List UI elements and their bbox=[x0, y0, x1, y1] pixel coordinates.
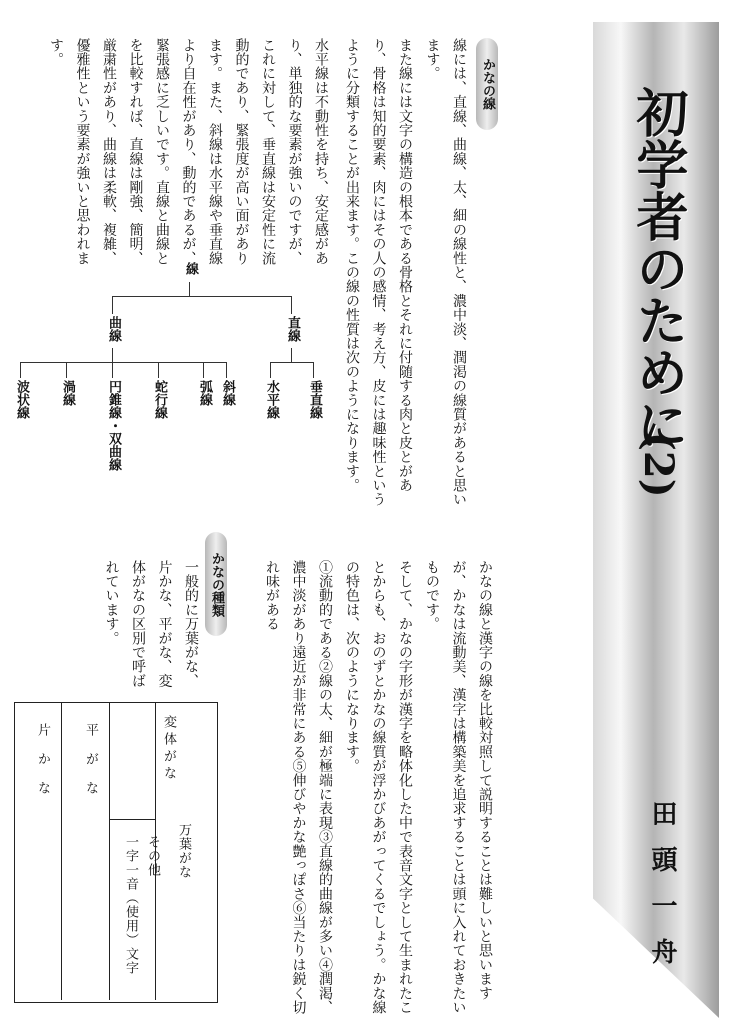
table-cell-hira: 平がな bbox=[83, 723, 98, 810]
table-cell-manyo: 万葉がな bbox=[176, 823, 191, 879]
tree-leaf: 垂直線 bbox=[307, 380, 322, 419]
tree-node-straight: 直線 bbox=[285, 316, 300, 342]
paragraph: 一般的に万葉がな、片かな、平がな、変体がなの区別で呼ばれています。 bbox=[103, 560, 199, 688]
tree-leaf: 水平線 bbox=[264, 380, 279, 419]
table-cell-ichiji-ichion: 一字一音（使用）文字 bbox=[123, 835, 138, 975]
paragraph: また線には文字の構造の根本である骨格とそれに付随する肉と皮とがあり、骨格は知的要素、肉にはその人の感情、考え方、皮には趣味性というように分類することが出来ます。この線の性質は次のようになります。 bbox=[344, 38, 413, 507]
tree-node-curve: 曲線 bbox=[106, 316, 121, 342]
kana-type-table bbox=[14, 702, 218, 1003]
tree-leaf: 弧線 bbox=[197, 380, 212, 406]
author-name: 田頭一舟 bbox=[647, 800, 677, 984]
tree-leaf: 蛇行線 bbox=[152, 380, 167, 419]
page-title: 初学者のために bbox=[627, 86, 688, 450]
tree-leaf: 斜線 bbox=[220, 380, 235, 406]
tree-leaf: 円錐線・双曲線 bbox=[106, 380, 121, 471]
paragraph: そして、かなの字形が漢字を略体化した中で表音文字として生まれたことからも、おのずとかなの線質が浮かびあがってくるでしょう。かな線の特色は、次のようになります。 bbox=[344, 560, 413, 1015]
section-heading-kana-no-sen: かなの線 bbox=[476, 38, 498, 130]
paragraph: ①流動的である②線の太、細が極端に表現③直線的曲線が多い④潤渇、濃中淡があり遠近が非常にある⑤伸びやかな艶っぽさ⑥当たりは鋭く切れ味がある bbox=[264, 560, 333, 1015]
tree-root: 線 bbox=[183, 262, 198, 275]
table-cell-hentai: 変体がな bbox=[161, 715, 176, 783]
paragraph: 線には、直線、曲線、太、細の線性と、濃中淡、潤渇の線質があると思います。 bbox=[424, 38, 467, 507]
paragraph: 水平線は不動性を持ち、安定感があり、単独的な要素が強いのですが、これに対して、垂直線は安定性に流動的であり、緊張度が高い面があります。また、斜線は水平線や垂直線より自在性があり、動的であるが、緊張感に乏しいです。直線と曲線とを比較すれば、直線は剛強、簡明、厳粛性があり、曲線は柔軟、複雑、優雅性という要素が強いと思われます。 bbox=[48, 38, 329, 266]
tree-leaf: 渦線 bbox=[60, 380, 75, 406]
table-cell-other: その他 bbox=[145, 835, 160, 877]
paragraph: かなの線と漢字の線を比較対照して説明することは難しいと思いますが、かなは流動美、漢字は構築美を追求することは頭に入れておきたいものです。 bbox=[424, 560, 493, 1015]
section-heading-kana-no-shurui: かなの種類 bbox=[205, 532, 227, 636]
title-number: (2) bbox=[635, 432, 682, 498]
table-cell-kata: 片かな bbox=[35, 723, 50, 810]
tree-leaf: 波状線 bbox=[14, 380, 29, 419]
